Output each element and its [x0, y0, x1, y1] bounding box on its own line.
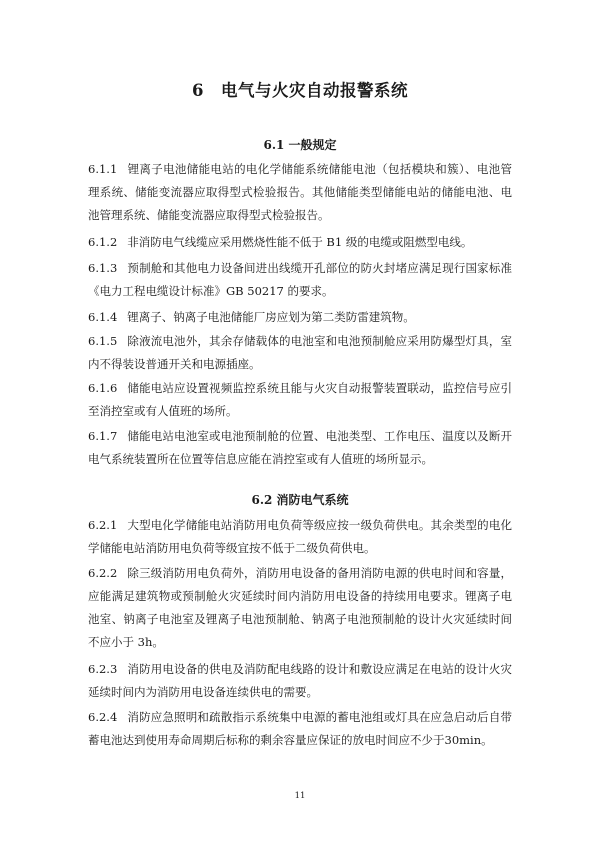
clause-number: 6.1.5	[88, 334, 118, 348]
clause-6-2-3	[88, 658, 512, 704]
clause-6-2-2	[88, 562, 512, 654]
clause-text: 消防应急照明和疏散指示系统集中电源的蓄电池组或灯具在应急启动后自带蓄电池达到使用寿命周期后标称的剩余容量应保证的放电时间应不少于30min。	[88, 710, 512, 747]
clause-text: 锂离子电池储能电站的电化学储能系统储能电池（包括模块和簇）、电池管理系统、储能变流器应取得型式检验报告。其他储能类型储能电站的储能电池、电池管理系统、储能变流器应取得型式检验报告。	[88, 162, 512, 222]
clause-6-1-6	[88, 377, 512, 423]
clause-6-2-1	[88, 514, 512, 560]
clause-number: 6.1.7	[88, 429, 118, 443]
clause-text: 储能电站电池室或电池预制舱的位置、电池类型、工作电压、温度以及断开电气系统装置所在位置等信息应能在消控室或有人值班的场所显示。	[88, 429, 512, 466]
clause-number: 6.1.1	[88, 162, 118, 176]
clause-6-1-3	[88, 257, 512, 303]
clause-6-1-4	[88, 306, 512, 329]
chapter-title: 6 电气与火灾自动报警系统	[192, 81, 408, 100]
section-title-6-2: 6.2 消防电气系统	[251, 493, 349, 507]
clause-number: 6.2.3	[88, 662, 118, 676]
clause-number: 6.1.3	[88, 261, 118, 275]
clause-6-1-1	[88, 158, 512, 227]
clause-6-2-4	[88, 706, 512, 752]
clause-text: 消防用电设备的供电及消防配电线路的设计和敷设应满足在电站的设计火灾延续时间内为消防用电设备连续供电的需要。	[88, 662, 512, 699]
clause-number: 6.2.1	[88, 518, 118, 532]
clause-6-1-2	[88, 231, 512, 254]
clause-text: 除液流电池外，其余存储载体的电池室和电池预制舱应采用防爆型灯具，室内不得装设普通开关和电源插座。	[88, 334, 512, 371]
clause-number: 6.2.2	[88, 566, 118, 580]
clause-text: 锂离子、钠离子电池储能厂房应划为第二类防雷建筑物。	[127, 310, 415, 324]
clause-6-1-5	[88, 330, 512, 376]
clause-number: 6.1.6	[88, 381, 118, 395]
clause-number: 6.2.4	[88, 710, 118, 724]
clause-number: 6.1.4	[88, 310, 118, 324]
page-number: 11	[294, 791, 306, 801]
clause-text: 预制舱和其他电力设备间进出线缆开孔部位的防火封堵应满足现行国家标准《电力工程电缆设计标准》GB 50217 的要求。	[88, 261, 512, 298]
section-title-6-1: 6.1 一般规定	[263, 138, 337, 152]
clause-number: 6.1.2	[88, 235, 118, 249]
clause-6-1-7	[88, 425, 512, 471]
clause-text: 非消防电气线缆应采用燃烧性能不低于 B1 级的电缆或阻燃型电线。	[127, 235, 473, 249]
clause-text: 大型电化学储能电站消防用电负荷等级应按一级负荷供电。其余类型的电化学储能电站消防用电负荷等级宜按不低于二级负荷供电。	[88, 518, 512, 555]
clause-text: 储能电站应设置视频监控系统且能与火灾自动报警装置联动，监控信号应引至消控室或有人值班的场所。	[88, 381, 512, 418]
clause-text: 除三级消防用电负荷外，消防用电设备的备用消防电源的供电时间和容量，应能满足建筑物或预制舱火灾延续时间内消防用电设备的持续用电要求。锂离子电池室、钠离子电池室及锂离子电池预制舱、钠离子电池预制舱的设计火灾延续时间不应小于 3h。	[88, 566, 512, 649]
